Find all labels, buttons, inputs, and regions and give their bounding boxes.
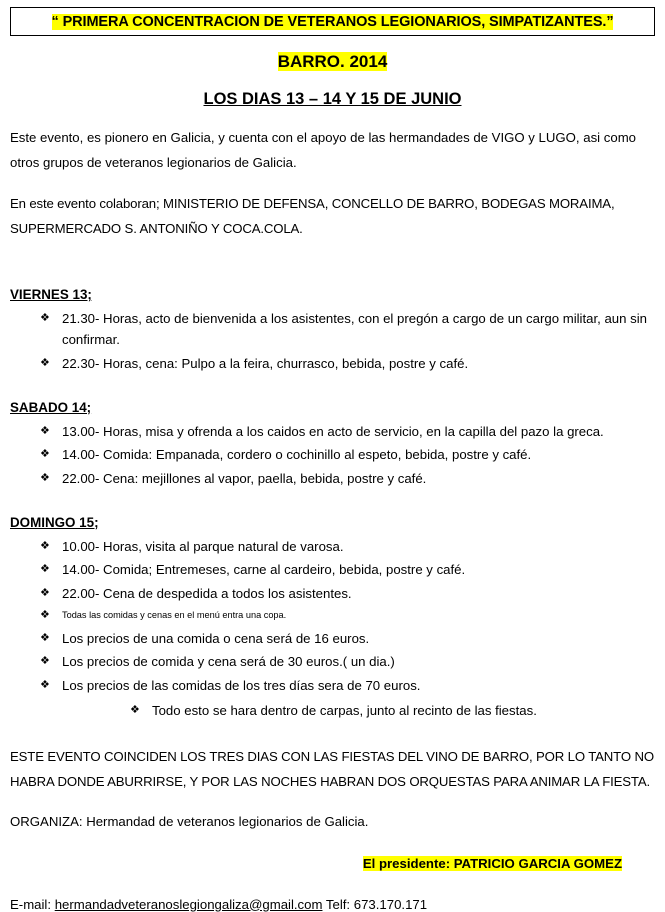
list-item	[10, 583, 655, 604]
list-item-text: 14.00- Comida: Empanada, cordero o cochinillo al espeto, bebida, postre y café.	[62, 447, 532, 462]
schedule-list-sabado	[10, 421, 655, 489]
list-item	[10, 651, 655, 672]
presidente-text: El presidente: PATRICIO GARCIA GOMEZ	[362, 855, 622, 871]
list-item-text: 10.00- Horas, visita al parque natural de varosa.	[62, 538, 344, 554]
list-item	[10, 421, 655, 442]
subtitle-text: BARRO. 2014	[277, 52, 388, 71]
closing-paragraph: ESTE EVENTO COINCIDEN LOS TRES DIAS CON LAS FIESTAS DEL VINO DE BARRO, POR LO TANTO NO HABRA DONDE ABURRIRSE, Y POR LAS NOCHES HABRAN DOS ORQUESTAS PARA ANIMAR LA FIESTA.	[10, 748, 654, 789]
schedule-list-viernes	[10, 308, 655, 374]
diamond-bullet-icon: ❖	[40, 471, 50, 484]
list-item-nested	[10, 700, 655, 721]
list-item	[10, 308, 655, 350]
intro-paragraph-2: En este evento colaboran; MINISTERIO DE DEFENSA, CONCELLO DE BARRO, BODEGAS MORAIMA, SUPERMERCADO S. ANTONIÑO Y COCA.COLA.	[10, 196, 615, 236]
diamond-bullet-icon: ❖	[40, 539, 50, 552]
diamond-bullet-icon: ❖	[130, 703, 140, 716]
diamond-bullet-icon: ❖	[40, 609, 50, 621]
diamond-bullet-icon: ❖	[40, 678, 50, 691]
list-item-text: 14.00- Comida; Entremeses, carne al cardeiro, bebida, postre y café.	[62, 562, 466, 577]
document-page	[0, 7, 665, 912]
diamond-bullet-icon: ❖	[40, 586, 50, 599]
title-banner-text: “ PRIMERA CONCENTRACION DE VETERANOS LEGIONARIOS, SIMPATIZANTES.”	[51, 13, 614, 30]
list-item	[10, 628, 655, 649]
list-item-text: 22.30- Horas, cena: Pulpo a la feira, churrasco, bebida, postre y café.	[62, 355, 469, 371]
dates-heading: LOS DIAS 13 – 14 Y 15 DE JUNIO	[203, 90, 462, 108]
price-text: Los precios de una comida o cena será de 16 euros.	[62, 630, 370, 646]
list-item-fine-print	[10, 606, 655, 625]
diamond-bullet-icon: ❖	[40, 631, 50, 644]
title-banner-box	[10, 7, 655, 36]
list-item-text: 21.30- Horas, acto de bienvenida a los asistentes, con el pregón a cargo de un cargo militar, aun sin confirmar.	[62, 311, 648, 347]
list-item-text: 22.00- Cena de despedida a todos los asistentes.	[62, 585, 352, 601]
day-heading-sabado: SABADO 14;	[10, 399, 92, 415]
day-heading-domingo: DOMINGO 15;	[10, 514, 99, 530]
list-item	[10, 353, 655, 374]
list-item	[10, 675, 655, 696]
list-item	[10, 468, 655, 489]
nested-note-text: Todo esto se hara dentro de carpas, junto al recinto de las fiestas.	[152, 702, 537, 718]
schedule-list-domingo	[10, 536, 655, 721]
diamond-bullet-icon: ❖	[40, 563, 50, 575]
fine-print-text: Todas las comidas y cenas en el menú entra una copa.	[62, 610, 287, 620]
diamond-bullet-icon: ❖	[40, 312, 50, 324]
email-address[interactable]: hermandadveteranoslegiongaliza@gmail.com	[54, 896, 323, 912]
day-heading-viernes: VIERNES 13;	[10, 287, 92, 302]
subtitle-line	[10, 52, 655, 72]
price-text: Los precios de las comidas de los tres días sera de 70 euros.	[62, 677, 421, 693]
diamond-bullet-icon: ❖	[40, 448, 50, 460]
list-item	[10, 536, 655, 557]
list-item-text: 13.00- Horas, misa y ofrenda a los caidos en acto de servicio, en la capilla del pazo la greca.	[62, 423, 604, 439]
contact-line	[10, 897, 655, 912]
diamond-bullet-icon: ❖	[40, 356, 50, 369]
email-label: E-mail:	[10, 896, 55, 912]
diamond-bullet-icon: ❖	[40, 424, 50, 437]
presidente-row	[10, 855, 655, 873]
list-item	[10, 444, 655, 465]
intro-paragraph-1: Este evento, es pionero en Galicia, y cuenta con el apoyo de las hermandades de VIGO y LUGO, asi como otros grupos de veteranos legionarios de Galicia.	[10, 130, 637, 170]
price-text: Los precios de comida y cena será de 30 euros.( un dia.)	[62, 654, 395, 669]
diamond-bullet-icon: ❖	[40, 655, 50, 667]
organiza-line: ORGANIZA: Hermandad de veteranos legionarios de Galicia.	[10, 813, 369, 829]
list-item-text: 22.00- Cena: mejillones al vapor, paella, bebida, postre y café.	[62, 470, 427, 486]
phone-number: Telf: 673.170.171	[322, 896, 428, 912]
list-item	[10, 559, 655, 580]
